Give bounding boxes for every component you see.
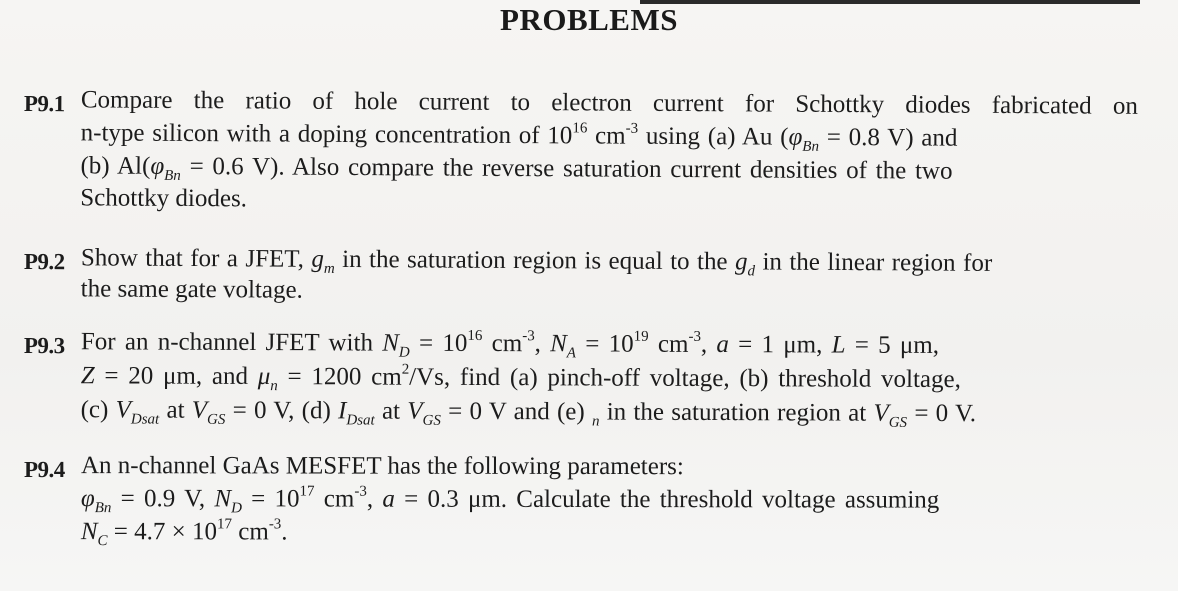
problem-9-3 <box>23 326 1144 431</box>
problem-9-4 <box>23 450 1144 550</box>
problem-9-1 <box>23 84 1144 213</box>
problem-number: P9.1 <box>23 90 65 117</box>
problem-line: Z = 20 μm, and $\mu_n = 1200$ $cm^2/Vs$, find (a) pinch-off voltage, (b) threshold voltage, <box>80 361 961 395</box>
problem-line: Compare the ratio of hole current to electron current for Schottky diodes fabricated on <box>80 86 1138 120</box>
problem-line: For an n-channel JFET with $N_D = 10^{16}$ $cm^{-3}$, $N_A = 10^{19}$ $cm^{-3}$, a = 1 μm, L = 5 μm, <box>80 327 940 362</box>
problem-line: Show that for a JFET, $g_m$ in the saturation region is equal to the $g_d$ in the linear region for <box>80 244 993 280</box>
problem-9-2 <box>23 240 1144 304</box>
page-heading: PROBLEMS <box>500 2 678 37</box>
problem-line: Schottky diodes. <box>80 184 248 213</box>
problem-line: (b) $Al(\varphi_{Bn} = 0.6$ V). Also compare the reverse saturation current densities of the two <box>80 152 953 185</box>
problem-line: n-type silicon with a doping concentration of $10^{16}$ $cm^{-3}$ using (a) Au ($\varphi_{Bn} = 0.8$ V) and <box>80 119 958 155</box>
problem-line: $N_C = 4.7 \times 10^{17}$ $cm^{-3}$. <box>80 516 288 550</box>
problem-line: the same gate voltage. <box>80 275 303 304</box>
problem-number: P9.2 <box>23 248 65 275</box>
problem-line: (c) $V_{Dsat}$ at $V_{GS} = 0$ V, (d) $I_{Dsat}$ at $V_{GS} = 0$ V and (e) $_n$ in the saturation region at $V_{GS} = 0$ V. <box>80 396 977 431</box>
problem-line: $\varphi_{Bn} = 0.9$ V, $N_D = 10^{17}$ $cm^{-3}$, a = 0.3 μm. Calculate the threshold voltage assuming <box>80 483 940 517</box>
problem-line: An n-channel GaAs MESFET has the following parameters: <box>80 452 684 481</box>
problem-number: P9.4 <box>23 457 65 483</box>
problem-number: P9.3 <box>23 332 65 359</box>
